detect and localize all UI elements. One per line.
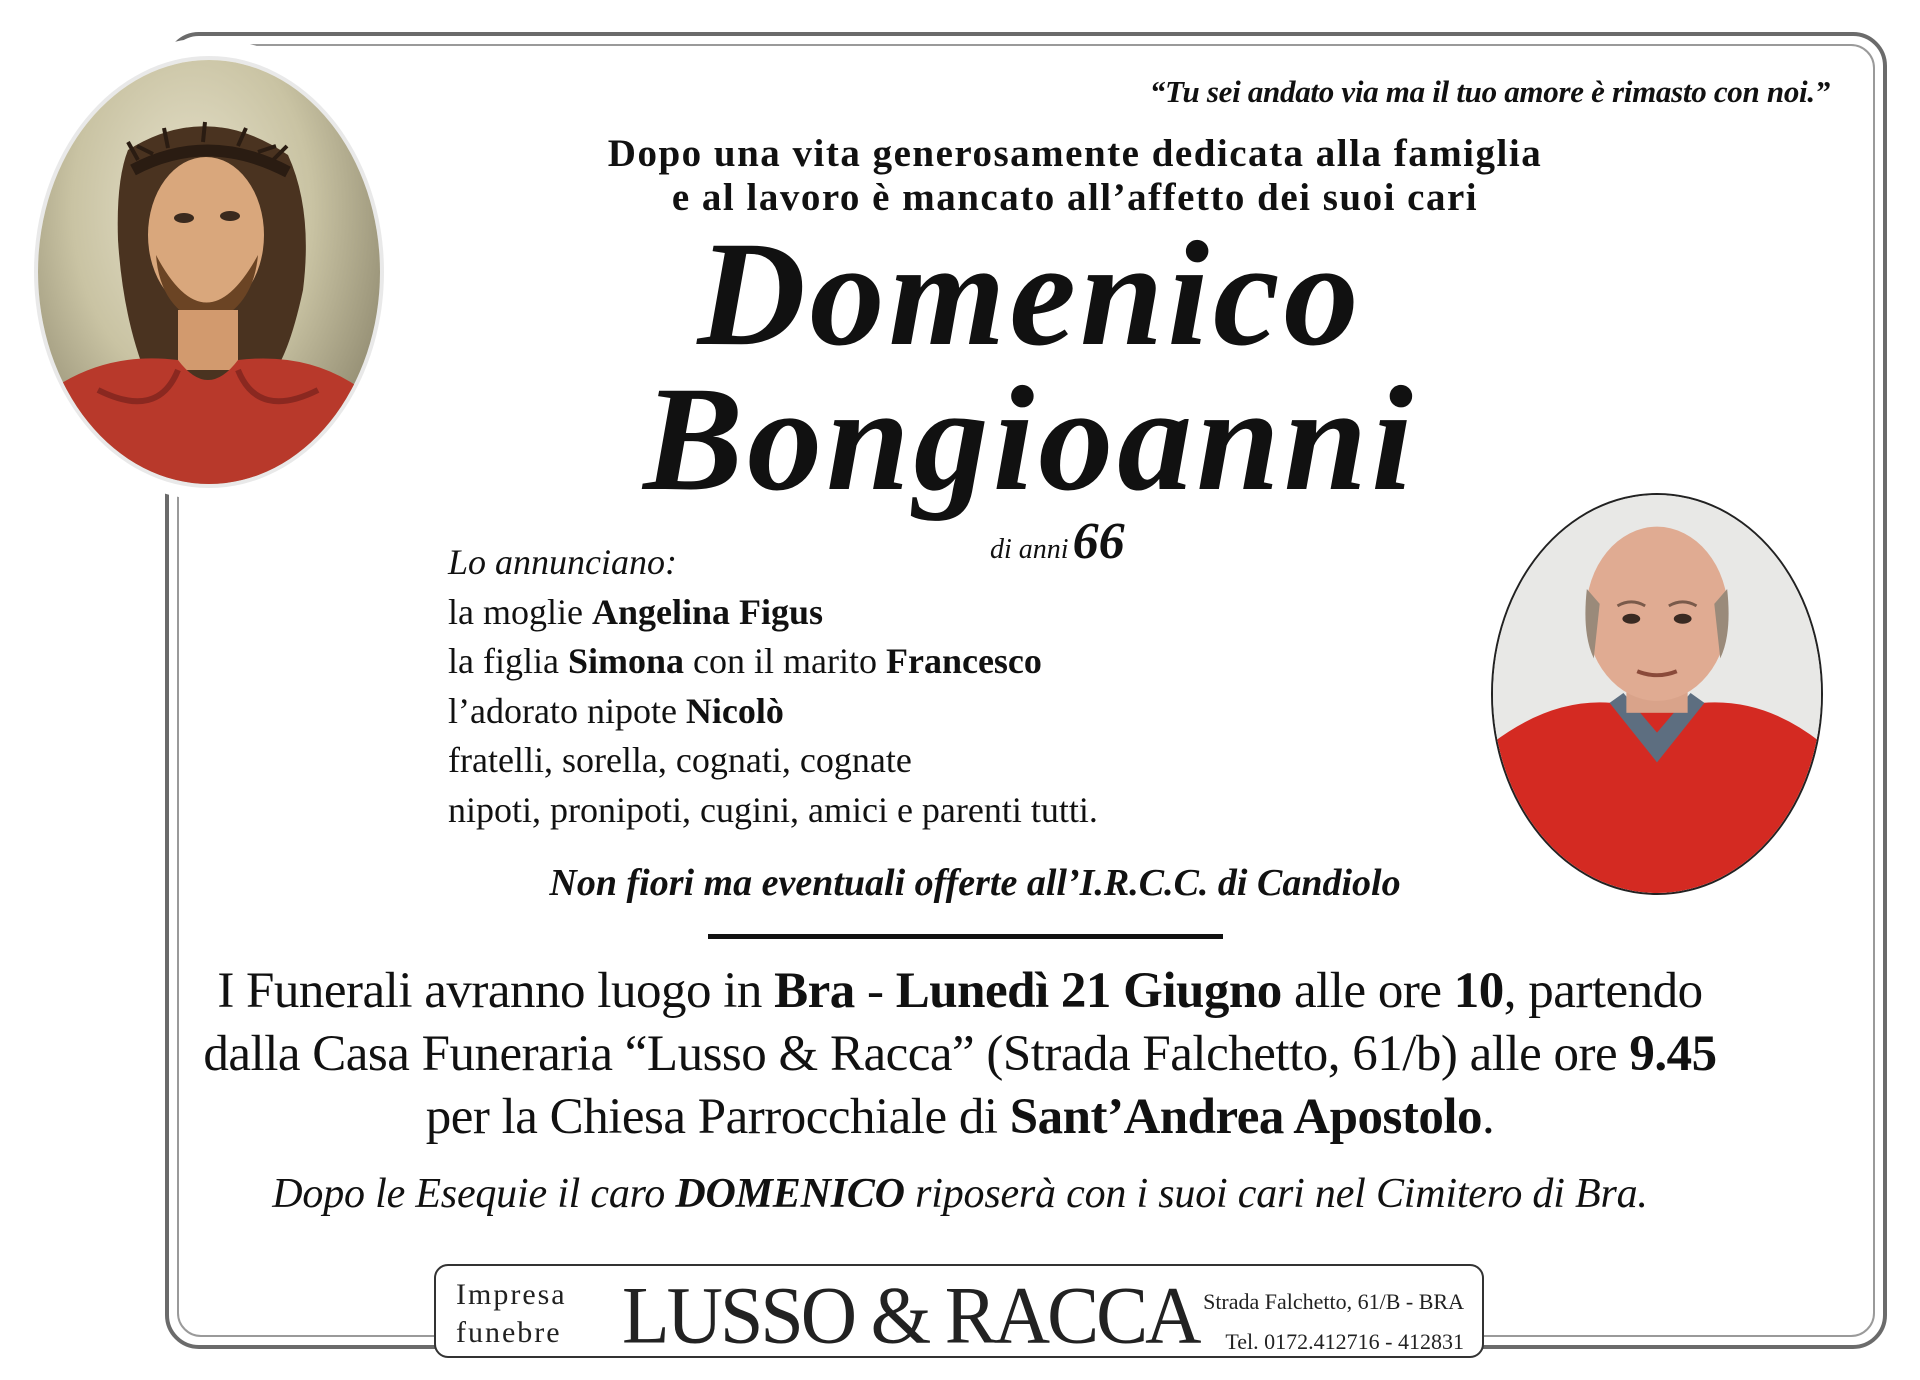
funeral-line-2 — [70, 1023, 1850, 1086]
deceased-last-name: Bongioanni — [643, 356, 1417, 522]
funeral-line-3 — [70, 1086, 1850, 1149]
company-address: Strada Falchetto, 61/B - BRA — [1203, 1289, 1464, 1314]
company-phone: Tel. 0172.412716 - 412831 — [1225, 1329, 1464, 1354]
intro-line-2: e al lavoro è mancato all’affetto dei suoi cari — [671, 176, 1479, 219]
funeral-city: Bra — [774, 963, 855, 1019]
divider-rule — [708, 934, 1223, 939]
announcement-text: fratelli, sorella, cognati, cognate — [448, 740, 912, 780]
funeral-text: - — [854, 963, 896, 1019]
age-label: di anni — [990, 534, 1069, 565]
church-name: Sant’Andrea Apostolo — [1009, 1089, 1482, 1145]
announcement-text: la figlia — [448, 641, 568, 681]
announcement-line — [448, 687, 1268, 737]
funeral-line-1 — [70, 960, 1850, 1023]
announcement-text: l’adorato nipote — [448, 690, 686, 731]
announcement-line — [448, 736, 1268, 786]
relative-name: Francesco — [885, 641, 1042, 681]
intro-line-1: Dopo una vita generosamente dedicata alla famiglia — [607, 132, 1543, 175]
burial-text: Dopo le Esequie il caro — [272, 1171, 676, 1217]
deceased-name — [380, 211, 1680, 522]
departure-time: 9.45 — [1629, 1026, 1717, 1082]
funeral-text: I Funerali avranno luogo in — [217, 963, 775, 1019]
burial-note — [100, 1170, 1820, 1218]
announcement-text: la moglie — [448, 591, 592, 632]
deceased-first-name: Domenico — [697, 211, 1363, 377]
funeral-text: , partendo — [1503, 963, 1703, 1019]
funeral-time: 10 — [1453, 963, 1504, 1019]
flowers-note: Non fiori ma eventuali offerte all’I.R.C.C. di Candiolo — [549, 862, 1401, 904]
funeral-details — [70, 960, 1850, 1149]
company-label-line-2: funebre — [456, 1316, 562, 1349]
funeral-text: dalla Casa Funeraria “Lusso & Racca” (Strada Falchetto, 61/b) alle ore — [203, 1026, 1630, 1082]
company-name: LUSSO & RACCA — [622, 1268, 1199, 1361]
memorial-quote: “Tu sei andato via ma il tuo amore è rimasto con noi.” — [1149, 74, 1830, 109]
relative-name: Simona — [567, 641, 684, 681]
christ-portrait — [38, 60, 380, 484]
christ-portrait-image — [38, 60, 380, 484]
announcement-text: con il marito — [684, 641, 886, 681]
announcement-lead: Lo annunciano: — [448, 542, 677, 582]
funeral-text: . — [1482, 1089, 1495, 1145]
burial-name: DOMENICO — [675, 1171, 905, 1217]
company-label-line-1: Impresa — [456, 1278, 567, 1311]
deceased-photo — [1491, 493, 1823, 895]
announcement-line — [448, 588, 1268, 638]
funeral-date: Lunedì 21 Giugno — [895, 963, 1282, 1019]
company-type-label — [456, 1276, 567, 1352]
funeral-text: alle ore — [1281, 963, 1454, 1019]
announcement-line — [448, 637, 1268, 687]
announcement-line — [448, 786, 1268, 836]
funeral-text: per la Chiesa Parrocchiale di — [425, 1089, 1010, 1145]
company-contact — [1174, 1282, 1464, 1362]
age-value: 66 — [1072, 513, 1125, 570]
announcement-block — [448, 538, 1268, 835]
intro-text — [440, 132, 1710, 220]
burial-text: riposerà con i suoi cari nel Cimitero di Bra. — [904, 1171, 1648, 1217]
deceased-photo-image — [1493, 495, 1821, 893]
funeral-home-footer — [434, 1264, 1484, 1361]
relative-name: Nicolò — [685, 690, 784, 731]
announcement-text: nipoti, pronipoti, cugini, amici e parenti tutti. — [448, 789, 1098, 830]
relative-name: Angelina Figus — [591, 591, 824, 632]
